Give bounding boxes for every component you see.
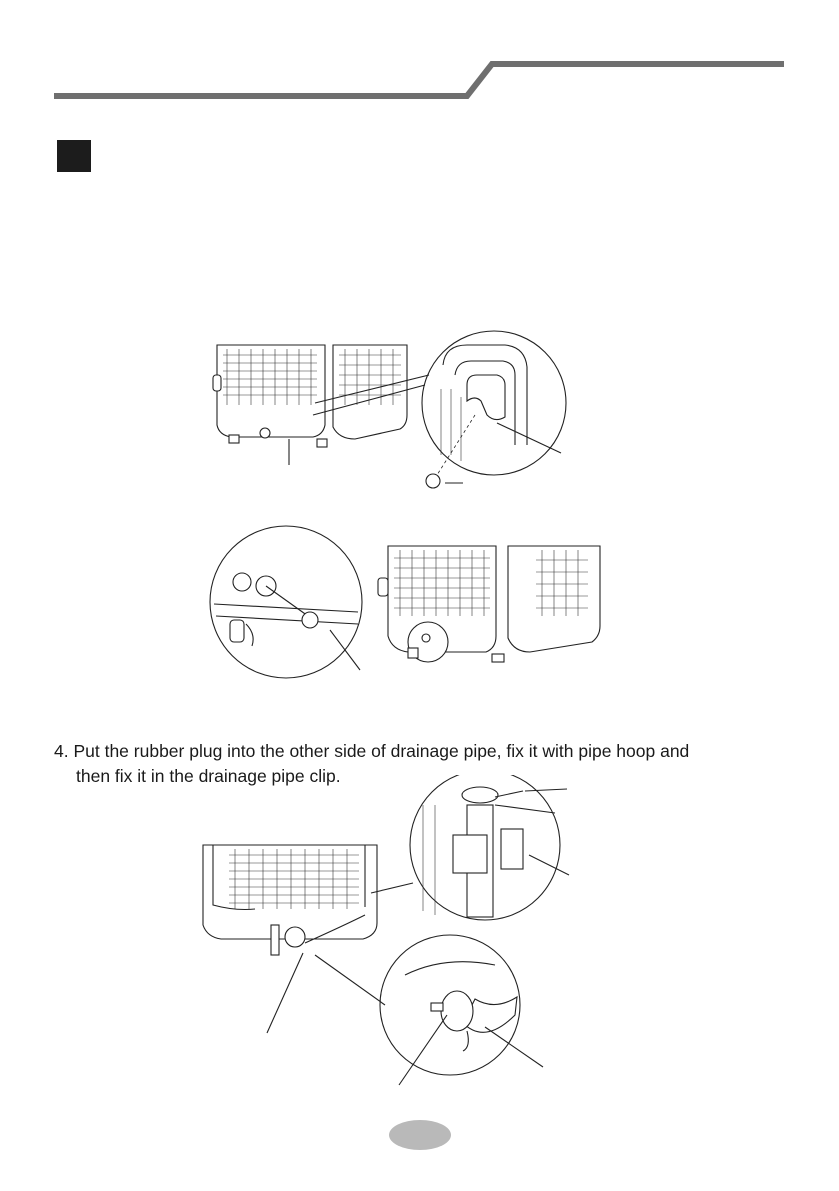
step-4-line-1: 4. Put the rubber plug into the other side of drainage pipe, fix it with pipe hoop and — [54, 741, 690, 761]
clip-detail-circle — [422, 331, 566, 475]
figure-3-illustration — [195, 775, 585, 1090]
unit-body-3 — [203, 845, 377, 955]
unit-body-2 — [378, 546, 600, 662]
unit-body-1 — [213, 345, 407, 465]
figure-2-illustration — [208, 520, 608, 690]
pipe-leader — [267, 953, 303, 1033]
drain-detail-circle — [210, 526, 362, 678]
page-number-badge — [389, 1120, 451, 1150]
step-4-line-2: then fix it in the drainage pipe clip. — [76, 766, 341, 786]
header-rule — [0, 0, 839, 110]
section-marker — [57, 140, 91, 172]
callout-line-4 — [315, 955, 385, 1005]
figure-1-illustration — [205, 305, 585, 495]
screw — [426, 474, 440, 488]
